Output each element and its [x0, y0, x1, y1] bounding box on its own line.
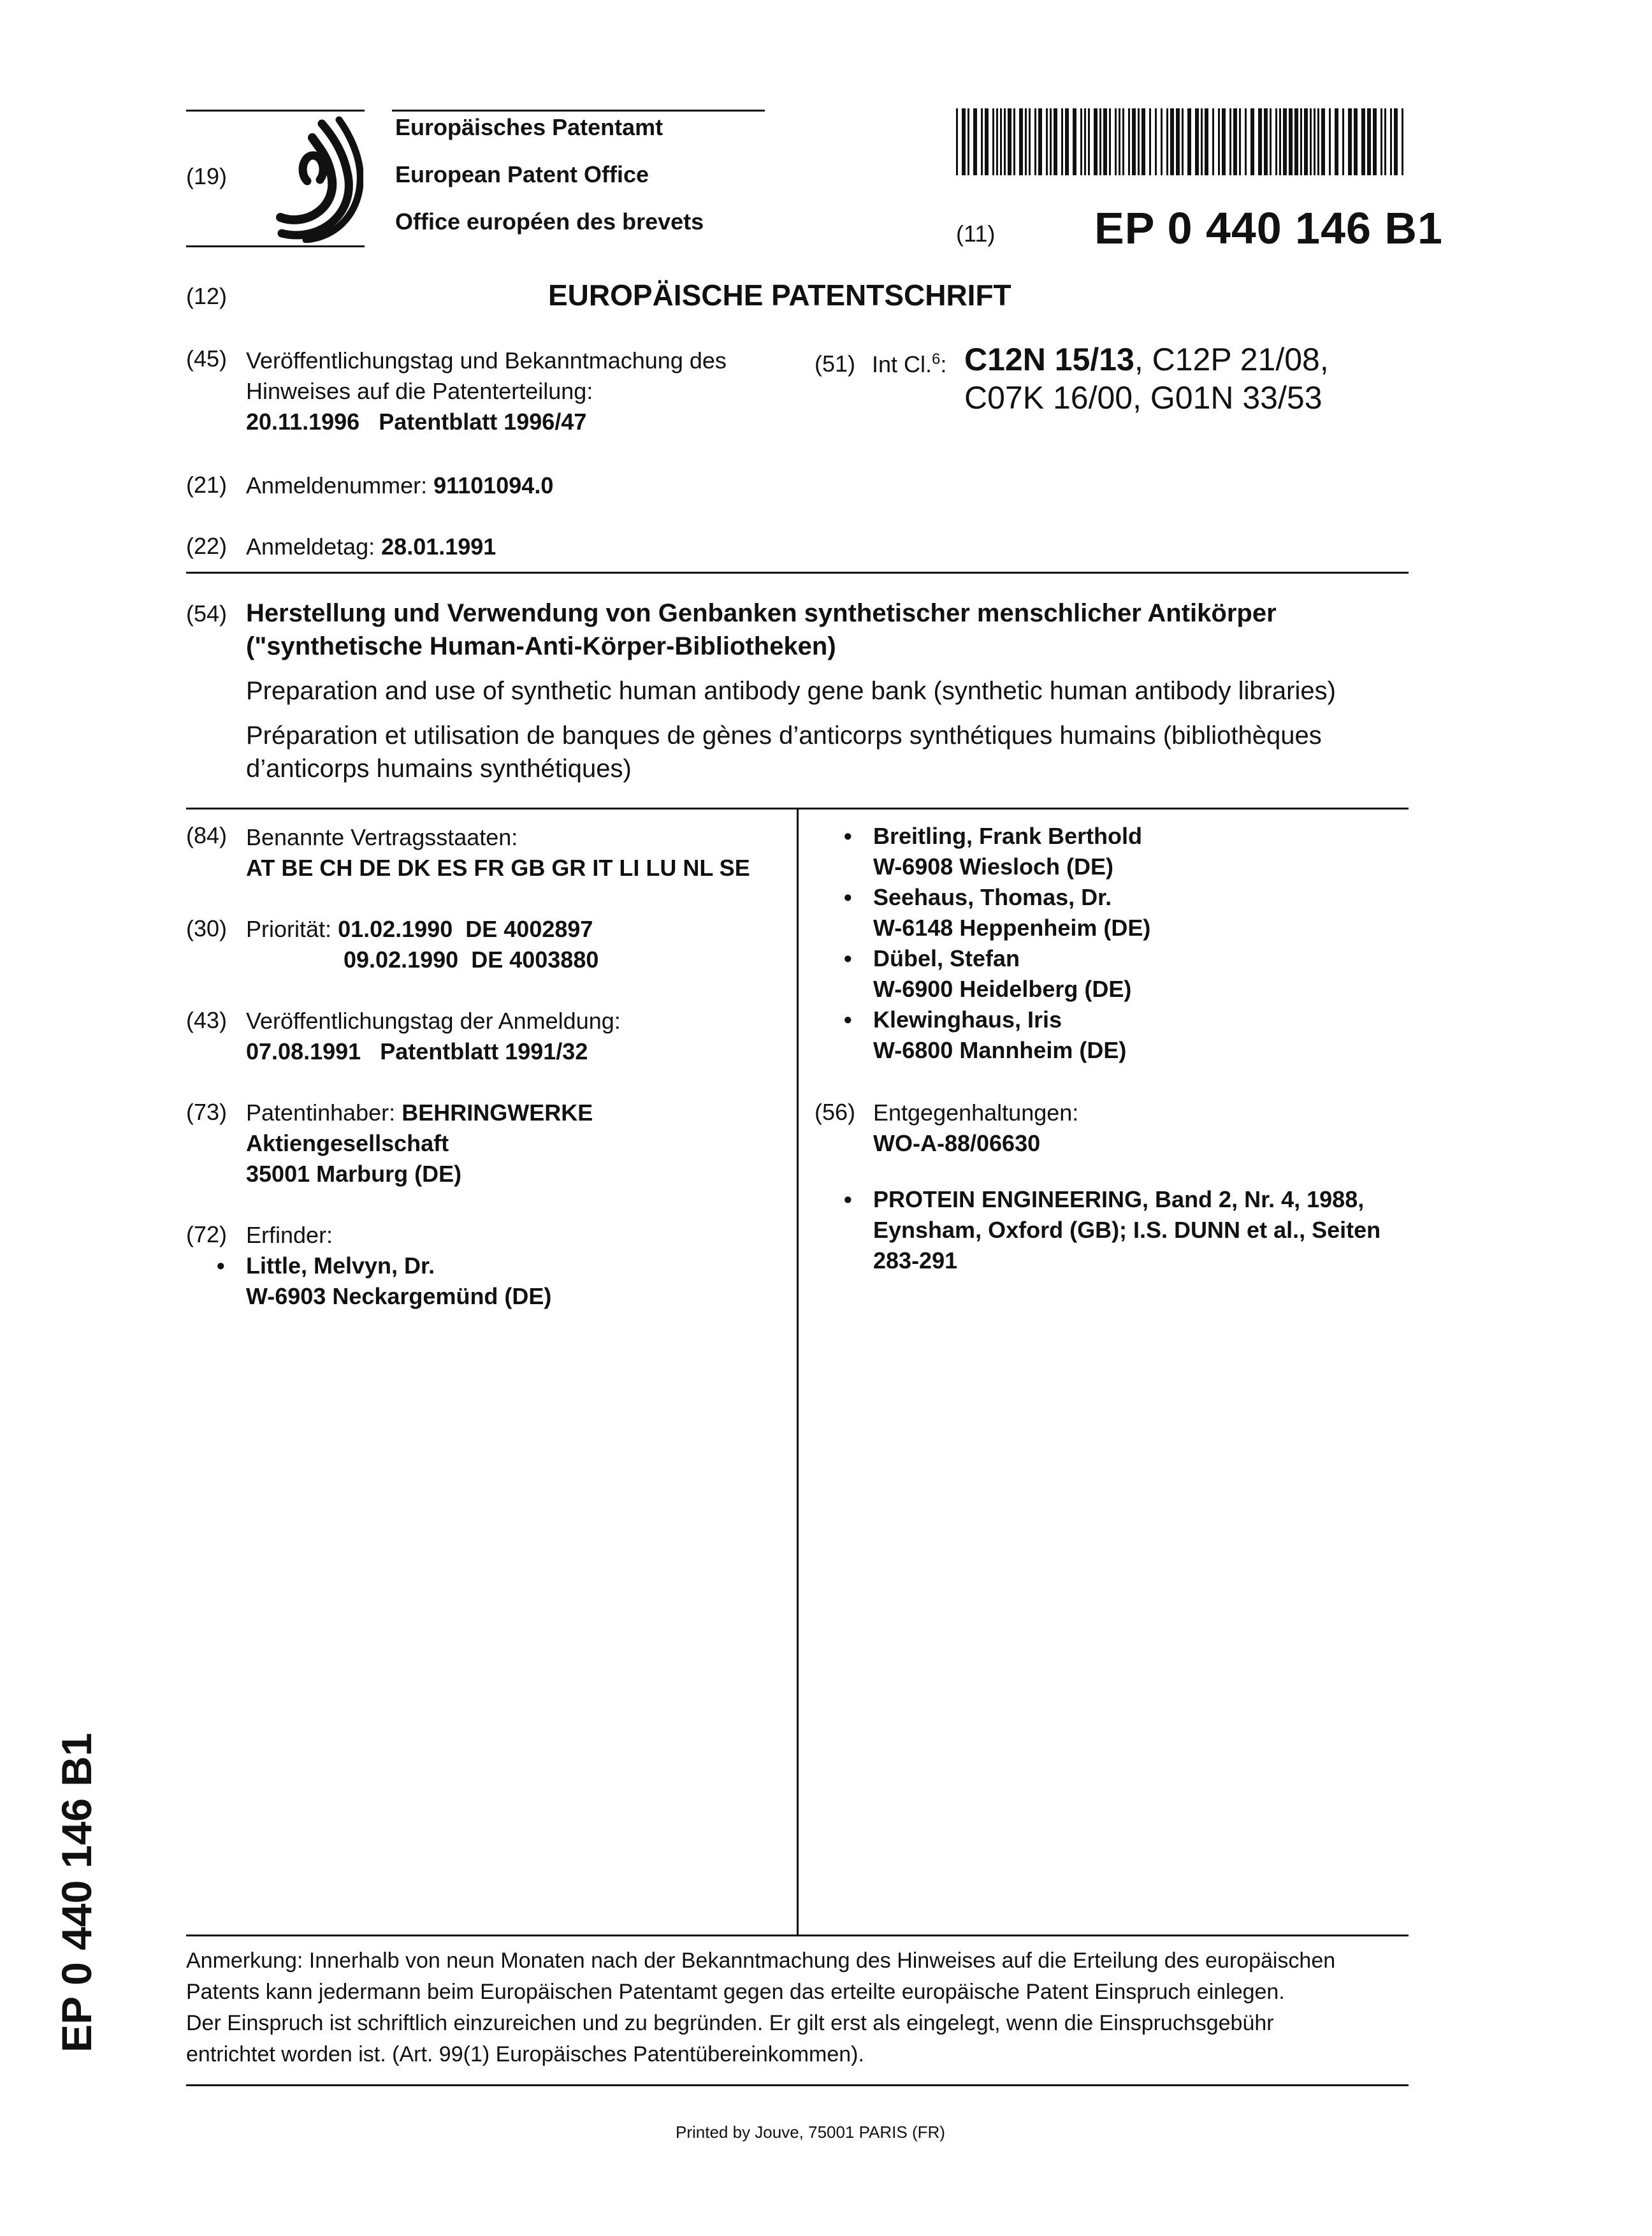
bullet: •: [217, 1252, 225, 1279]
note-line3: Der Einspruch ist schriftlich einzureichen und zu begründen. Er gilt erst als eingelegt, wenn die Einspruchsgebühr: [186, 2011, 1274, 2035]
barcode-bar: [1300, 108, 1302, 175]
bullet: •: [844, 884, 852, 910]
inventors-label: Erfinder:: [246, 1222, 333, 1248]
barcode-bar: [1201, 108, 1203, 175]
barcode-bar: [1394, 108, 1398, 175]
barcode-bar: [1279, 108, 1281, 175]
barcode-bar: [1046, 108, 1048, 175]
barcode-bar: [962, 108, 966, 175]
proprietor-label: Patentinhaber:: [246, 1100, 396, 1126]
ipc-class-rest1: , C12P 21/08,: [1134, 342, 1329, 377]
code-45: (45): [186, 345, 228, 372]
side-publication-number: EP 0 440 146 B1: [53, 1732, 100, 2052]
barcode-bar: [1342, 108, 1344, 175]
references-list: [844, 1184, 1381, 1276]
application-number-value: 91101094.0: [433, 472, 554, 498]
code-51: (51): [815, 351, 856, 377]
f43-bulletin: Patentblatt 1991/32: [380, 1038, 588, 1064]
inventor-address: W-6800 Mannheim (DE): [873, 1037, 1127, 1063]
barcode-bar: [1149, 108, 1151, 175]
reference-1: WO-A-88/06630: [873, 1130, 1041, 1156]
barcode-bar: [1329, 108, 1331, 175]
inventor-item: [844, 943, 1150, 1005]
filing-date: [246, 532, 496, 562]
header-rule-left: [186, 110, 365, 112]
f45-date-line: [246, 407, 727, 437]
barcode-bar: [1289, 108, 1293, 175]
inventor-name: Klewinghaus, Iris: [873, 1006, 1062, 1033]
barcode-bar: [1182, 108, 1184, 175]
barcode-bar: [1367, 108, 1371, 175]
title-de-line1: Herstellung und Verwendung von Genbanken synthetischer menschlicher Antikörper: [246, 599, 1277, 627]
references-block: [844, 1098, 1381, 1276]
title-fr-line2: d’anticorps humains synthétiques): [246, 755, 632, 783]
code-12: (12): [186, 283, 228, 309]
priority-2-number: DE 4003880: [471, 947, 599, 973]
note-line4: entrichtet worden ist. (Art. 99(1) Europäisches Patentübereinkommen).: [186, 2042, 864, 2066]
barcode-bar: [1019, 108, 1023, 175]
f45-label-line2: Hinweises auf die Patenterteilung:: [246, 378, 593, 404]
bullet: •: [844, 1186, 852, 1212]
designated-states: [246, 822, 750, 883]
ipc-classes: [964, 340, 1329, 417]
barcode-bar: [1034, 108, 1036, 175]
code-21: (21): [186, 472, 228, 498]
inventors-right-block: [844, 821, 1151, 1066]
barcode-bar: [1270, 108, 1272, 175]
title-block: [246, 597, 1406, 785]
barcode-bar: [1094, 108, 1098, 175]
barcode-bar: [1084, 108, 1086, 175]
priority-1-date: 01.02.1990: [338, 916, 453, 942]
application-number-label: Anmeldenummer:: [246, 472, 428, 498]
column-divider: [797, 808, 799, 1935]
barcode-bar: [1310, 108, 1312, 175]
code-54: (54): [186, 600, 228, 627]
barcode-bar: [1008, 108, 1011, 175]
title-fr-line1: Préparation et utilisation de banques de gènes d’anticorps synthétiques humains (bibliothèques: [246, 722, 1322, 750]
barcode-bar: [1187, 108, 1191, 175]
barcode-bar: [1222, 108, 1226, 175]
inventor-item: [844, 1005, 1150, 1066]
barcode-bar: [1264, 108, 1268, 175]
barcode-bar: [1122, 108, 1124, 175]
barcode-bar: [1141, 108, 1145, 175]
inventors-list-right: [844, 821, 1151, 1066]
inventor-name: Breitling, Frank Berthold: [873, 823, 1143, 849]
barcode-bar: [1348, 108, 1352, 175]
barcode-bar: [981, 108, 983, 175]
barcode-bar: [1317, 108, 1319, 175]
application-publication: [246, 1006, 621, 1067]
barcode-bar: [1161, 108, 1163, 175]
filing-date-label: Anmeldetag:: [246, 534, 375, 560]
barcode-bar: [1283, 108, 1287, 175]
barcode-bar: [1321, 108, 1325, 175]
proprietor-name: BEHRINGWERKE: [402, 1100, 593, 1126]
inventor-address: W-6900 Heidelberg (DE): [873, 976, 1132, 1002]
barcode-bar: [1088, 108, 1090, 175]
printer-footer: Printed by Jouve, 75001 PARIS (FR): [676, 2123, 945, 2142]
barcode-bar: [1373, 108, 1377, 175]
inventors-left-block: [217, 1220, 552, 1312]
publication-number: EP 0 440 146 B1: [1094, 203, 1443, 253]
barcode-bar: [1314, 108, 1315, 175]
barcode-bar: [992, 108, 994, 175]
barcode-bar: [1380, 108, 1382, 175]
priority-block: [246, 914, 598, 975]
barcode-bar: [1304, 108, 1308, 175]
barcode: [956, 108, 1405, 175]
header-rule-bottom: [186, 245, 365, 247]
epo-logo-graphic: [268, 112, 363, 243]
barcode-bar: [1258, 108, 1262, 175]
barcode-bar: [985, 108, 989, 175]
header-rule-mid: [392, 110, 765, 112]
barcode-bar: [1099, 108, 1101, 175]
code-30: (30): [186, 915, 228, 941]
epo-logo: [268, 112, 363, 243]
proprietor-address: 35001 Marburg (DE): [246, 1161, 462, 1187]
int-cl-text: Int Cl.: [872, 351, 932, 377]
grant-bulletin: Patentblatt 1996/47: [379, 409, 587, 435]
priority-1-number: DE 4002897: [465, 916, 593, 942]
int-cl-label: [872, 351, 946, 378]
int-cl-colon: :: [940, 351, 947, 377]
reference-2-line3: 283-291: [873, 1247, 958, 1274]
grant-date: 20.11.1996: [246, 409, 360, 435]
reference-item: [844, 1184, 1381, 1276]
barcode-bar: [1218, 108, 1220, 175]
proprietor-name-line2: Aktiengesellschaft: [246, 1130, 449, 1156]
barcode-bar: [1138, 108, 1140, 175]
references-label: Entgegenhaltungen:: [873, 1100, 1079, 1126]
rule-before-note: [186, 1935, 1409, 1936]
document-type-title: EUROPÄISCHE PATENTSCHRIFT: [548, 279, 1011, 312]
priority-2-date: 09.02.1990: [344, 947, 459, 973]
code-19: (19): [186, 163, 228, 189]
barcode-bar: [967, 108, 969, 175]
barcode-bar: [1029, 108, 1031, 175]
barcode-bar: [1109, 108, 1111, 175]
barcode-bar: [1132, 108, 1136, 175]
barcode-bar: [1119, 108, 1120, 175]
barcode-bar: [1335, 108, 1338, 175]
f43-label: Veröffentlichungstag der Anmeldung:: [246, 1008, 621, 1034]
designated-states-label: Benannte Vertragsstaaten:: [246, 824, 518, 850]
barcode-bar: [1038, 108, 1042, 175]
barcode-bar: [1103, 108, 1107, 175]
barcode-bar: [1073, 108, 1076, 175]
barcode-graphic: [956, 108, 1405, 175]
ipc-main-class: C12N 15/13: [964, 342, 1134, 377]
barcode-bar: [1390, 108, 1392, 175]
opposition-note: [186, 1945, 1409, 2070]
code-84: (84): [186, 822, 228, 848]
reference-2-line1: PROTEIN ENGINEERING, Band 2, Nr. 4, 1988,: [873, 1186, 1365, 1212]
barcode-bar: [973, 108, 977, 175]
barcode-bar: [1245, 108, 1247, 175]
proprietor-block: [246, 1098, 593, 1189]
bullet: •: [844, 945, 852, 971]
barcode-bar: [1170, 108, 1174, 175]
barcode-bar: [1361, 108, 1365, 175]
rule-after-note: [186, 2084, 1409, 2086]
reference-2-line2: Eynsham, Oxford (GB); I.S. DUNN et al., Seiten: [873, 1217, 1381, 1243]
barcode-bar: [1402, 108, 1403, 175]
barcode-bar: [1250, 108, 1254, 175]
code-72: (72): [186, 1221, 228, 1247]
barcode-bar: [1176, 108, 1180, 175]
code-22: (22): [186, 533, 228, 559]
bullet: •: [844, 1006, 852, 1033]
barcode-bar: [1205, 108, 1208, 175]
publication-grant-info: [246, 345, 727, 437]
inventor-name: Little, Melvyn, Dr.: [246, 1252, 435, 1279]
inventor-item: [844, 882, 1151, 943]
inventor-name: Dübel, Stefan: [873, 945, 1020, 971]
code-56: (56): [815, 1099, 856, 1125]
office-name-fr: Office européen des brevets: [395, 208, 704, 235]
barcode-bar: [1013, 108, 1015, 175]
title-de-line2: ("synthetische Human-Anti-Körper-Bibliotheken): [246, 632, 836, 660]
inventor-item: [844, 821, 1150, 882]
barcode-bar: [1212, 108, 1214, 175]
barcode-bar: [1233, 108, 1237, 175]
f45-label-line1: Veröffentlichungstag und Bekanntmachung des: [246, 347, 727, 374]
barcode-bar: [1166, 108, 1168, 175]
int-cl-sup: 6: [932, 351, 941, 368]
barcode-bar: [1054, 108, 1057, 175]
filing-date-value: 28.01.1991: [381, 534, 496, 560]
barcode-bar: [1065, 108, 1069, 175]
barcode-bar: [1229, 108, 1231, 175]
barcode-bar: [1294, 108, 1298, 175]
barcode-bar: [1115, 108, 1117, 175]
bullet: •: [844, 823, 852, 849]
rule-after-22: [186, 572, 1409, 574]
ipc-class-rest2: C07K 16/00, G01N 33/53: [964, 380, 1322, 416]
note-line1: Anmerkung: Innerhalb von neun Monaten nach der Bekanntmachung des Hinweises auf die Erteilung des europäischen: [186, 1949, 1336, 1973]
barcode-bar: [1195, 108, 1199, 175]
barcode-bar: [1384, 108, 1386, 175]
application-number: [246, 470, 553, 501]
barcode-bar: [1004, 108, 1006, 175]
barcode-bar: [1275, 108, 1277, 175]
barcode-bar: [956, 108, 958, 175]
barcode-bar: [1080, 108, 1082, 175]
inventor-address: W-6908 Wiesloch (DE): [873, 853, 1114, 880]
barcode-bar: [1155, 108, 1157, 175]
priority-label: Priorität:: [246, 916, 332, 942]
code-73: (73): [186, 1099, 228, 1125]
title-en: Preparation and use of synthetic human antibody gene bank (synthetic human antibody libraries): [246, 677, 1336, 705]
barcode-bar: [1128, 108, 1130, 175]
inventor-item: [217, 1251, 552, 1312]
code-43: (43): [186, 1007, 228, 1033]
designated-states-value: AT BE CH DE DK ES FR GB GR IT LI LU NL SE: [246, 855, 750, 881]
office-name-en: European Patent Office: [395, 161, 649, 187]
inventor-address: W-6148 Heppenheim (DE): [873, 915, 1151, 941]
barcode-bar: [1050, 108, 1052, 175]
code-11: (11): [956, 221, 996, 247]
barcode-bar: [1061, 108, 1063, 175]
barcode-bar: [996, 108, 998, 175]
inventors-list-left: [217, 1251, 552, 1312]
barcode-bar: [1025, 108, 1027, 175]
barcode-bar: [1239, 108, 1241, 175]
inventor-name: Seehaus, Thomas, Dr.: [873, 884, 1112, 910]
barcode-bar: [1000, 108, 1002, 175]
note-line2: Patents kann jedermann beim Europäischen Patentamt gegen das erteilte europäische Patent Einspruch einlegen.: [186, 1980, 1285, 2004]
inventor-address: W-6903 Neckargemünd (DE): [246, 1283, 552, 1309]
office-name-de: Europäisches Patentamt: [395, 114, 663, 140]
barcode-bar: [1354, 108, 1358, 175]
f43-date: 07.08.1991: [246, 1038, 361, 1064]
